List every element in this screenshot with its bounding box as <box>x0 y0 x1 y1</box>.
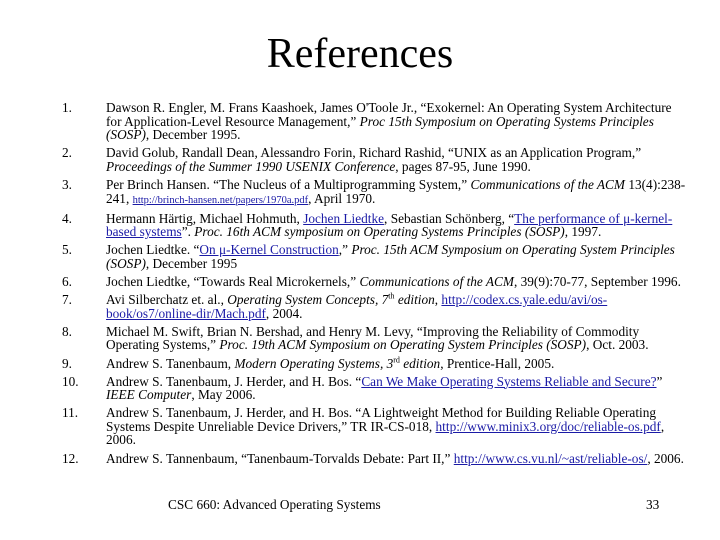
reference-text: ,” <box>338 242 352 258</box>
reference-text: , December 1995. <box>145 127 241 143</box>
reference-text: , 39(9):70-77, September 1996. <box>513 274 681 290</box>
reference-text: ”. <box>181 224 195 240</box>
reference-item <box>62 325 686 352</box>
reference-text: Hermann Härtig, Michael Hohmuth, <box>106 210 304 226</box>
reference-item <box>62 178 686 207</box>
reference-text: , Oct. 2003. <box>586 337 649 353</box>
reference-text: , 1997. <box>564 224 602 240</box>
reference-italic-text: Communications of the ACM <box>359 274 514 290</box>
reference-text: , May 2006. <box>191 387 256 403</box>
reference-link[interactable]: http://www.minix3.org/doc/reliable-os.pdf <box>435 418 661 434</box>
reference-item <box>62 275 686 289</box>
reference-italic-text: IEEE Computer <box>106 387 192 403</box>
reference-item <box>62 452 686 466</box>
reference-text: Avi Silberchatz et. al., <box>106 292 228 308</box>
reference-number: 7. <box>62 292 72 308</box>
reference-number: 6. <box>62 274 72 290</box>
reference-italic-text: edition <box>394 292 435 308</box>
reference-item <box>62 375 686 402</box>
reference-text: Andrew S. Tanenbaum, <box>106 355 235 371</box>
page-number: 33 <box>646 497 660 512</box>
reference-item <box>62 212 686 239</box>
reference-item <box>62 243 686 270</box>
ordinal-superscript: th <box>388 291 395 301</box>
reference-italic-text: edition <box>399 355 441 371</box>
reference-number: 10. <box>62 373 79 389</box>
reference-list <box>62 101 686 470</box>
reference-italic-text: Proc 15th Symposium on Operating Systems Principles (SOSP) <box>106 113 654 143</box>
reference-text: ” <box>656 373 663 389</box>
reference-text: , 2004. <box>265 305 303 321</box>
reference-text: , pages 87-95, June 1990. <box>395 158 531 174</box>
reference-text: Andrew S. Tanenbaum, J. Herder, and H. Bos. “ <box>106 373 362 389</box>
reference-italic-text: Proc. 19th ACM Symposium on Operating System Principles (SOSP) <box>219 337 587 353</box>
reference-number: 1. <box>62 100 72 115</box>
ordinal-superscript: rd <box>393 355 400 365</box>
reference-link[interactable]: http://brinch-hansen.net/papers/1970a.pdf <box>132 194 309 206</box>
reference-number: 12. <box>62 450 79 466</box>
reference-link[interactable]: http://www.cs.vu.nl/~ast/reliable-os/ <box>453 450 648 466</box>
reference-item <box>62 293 686 320</box>
reference-number: 9. <box>62 355 72 371</box>
reference-number: 4. <box>62 210 72 226</box>
reference-text: , December 1995 <box>145 255 238 271</box>
reference-item <box>62 146 686 173</box>
reference-text: Michael M. Swift, Brian N. Bershad, and Henry M. Levy, “Improving the Reliability of Commodity Operating Systems,” <box>106 323 640 353</box>
reference-link[interactable]: Can We Make Operating Systems Reliable and Secure? <box>361 373 657 389</box>
reference-text: , Prentice-Hall, 2005. <box>440 355 555 371</box>
reference-italic-text: Communications of the ACM <box>470 176 625 192</box>
reference-text: , 2006. <box>106 418 665 448</box>
slide-footer: CSC 660: Advanced Operating Systems <box>168 497 381 512</box>
reference-item <box>62 101 686 142</box>
reference-italic-text: Proc. 16th ACM symposium on Operating Systems Principles (SOSP) <box>194 224 565 240</box>
reference-italic-text: Modern Operating Systems, 3 <box>234 355 394 371</box>
reference-text: Andrew S. Tannenbaum, “Tanenbaum-Torvalds Debate: Part II,” <box>106 450 454 466</box>
reference-text: Per Brinch Hansen. “The Nucleus of a Multiprogramming System,” <box>106 176 471 192</box>
reference-number: 8. <box>62 323 72 339</box>
reference-text: Dawson R. Engler, M. Frans Kaashoek, James O'Toole Jr., “Exokernel: An Operating System Architecture for Application-Level Resource Management,” <box>106 100 672 129</box>
reference-text: , April 1970. <box>308 190 376 206</box>
reference-number: 11. <box>62 405 79 421</box>
reference-italic-text: Operating System Concepts, 7 <box>227 292 389 308</box>
reference-link[interactable]: http://codex.cs.yale.edu/avi/os-book/os7/online-dir/Mach.pdf <box>106 292 608 321</box>
reference-item <box>62 406 686 447</box>
reference-number: 2. <box>62 145 72 161</box>
reference-text: 13(4):238-241, <box>106 176 686 206</box>
reference-text: Jochen Liedtke. “ <box>106 242 200 258</box>
reference-text: David Golub, Randall Dean, Alessandro Forin, Richard Rashid, “UNIX as an Application Program,” <box>106 145 642 161</box>
slide-title: References <box>266 31 454 77</box>
reference-link[interactable]: On μ-Kernel Construction <box>199 242 339 258</box>
reference-link[interactable]: Jochen Liedtke <box>303 210 385 226</box>
reference-item <box>62 357 686 371</box>
reference-text: , Sebastian Schönberg, “ <box>384 210 515 226</box>
reference-italic-text: Proceedings of the Summer 1990 USENIX Conference <box>106 158 396 174</box>
reference-text: Jochen Liedtke, “Towards Real Microkernels,” <box>106 274 360 290</box>
reference-number: 3. <box>62 176 72 192</box>
reference-link[interactable]: The performance of μ-kernel-based systems <box>106 210 673 240</box>
reference-text: , 2006. <box>647 450 684 466</box>
reference-number: 5. <box>62 242 72 258</box>
reference-text: Andrew S. Tanenbaum, J. Herder, and H. Bos. “A Lightweight Method for Building Reliable Operating Systems Despite Unreliable Device Drivers,” TR IR-CS-018, <box>106 405 657 434</box>
reference-text: , <box>434 292 442 308</box>
reference-italic-text: Proc. 15th ACM Symposium on Operating System Principles (SOSP) <box>106 242 675 271</box>
